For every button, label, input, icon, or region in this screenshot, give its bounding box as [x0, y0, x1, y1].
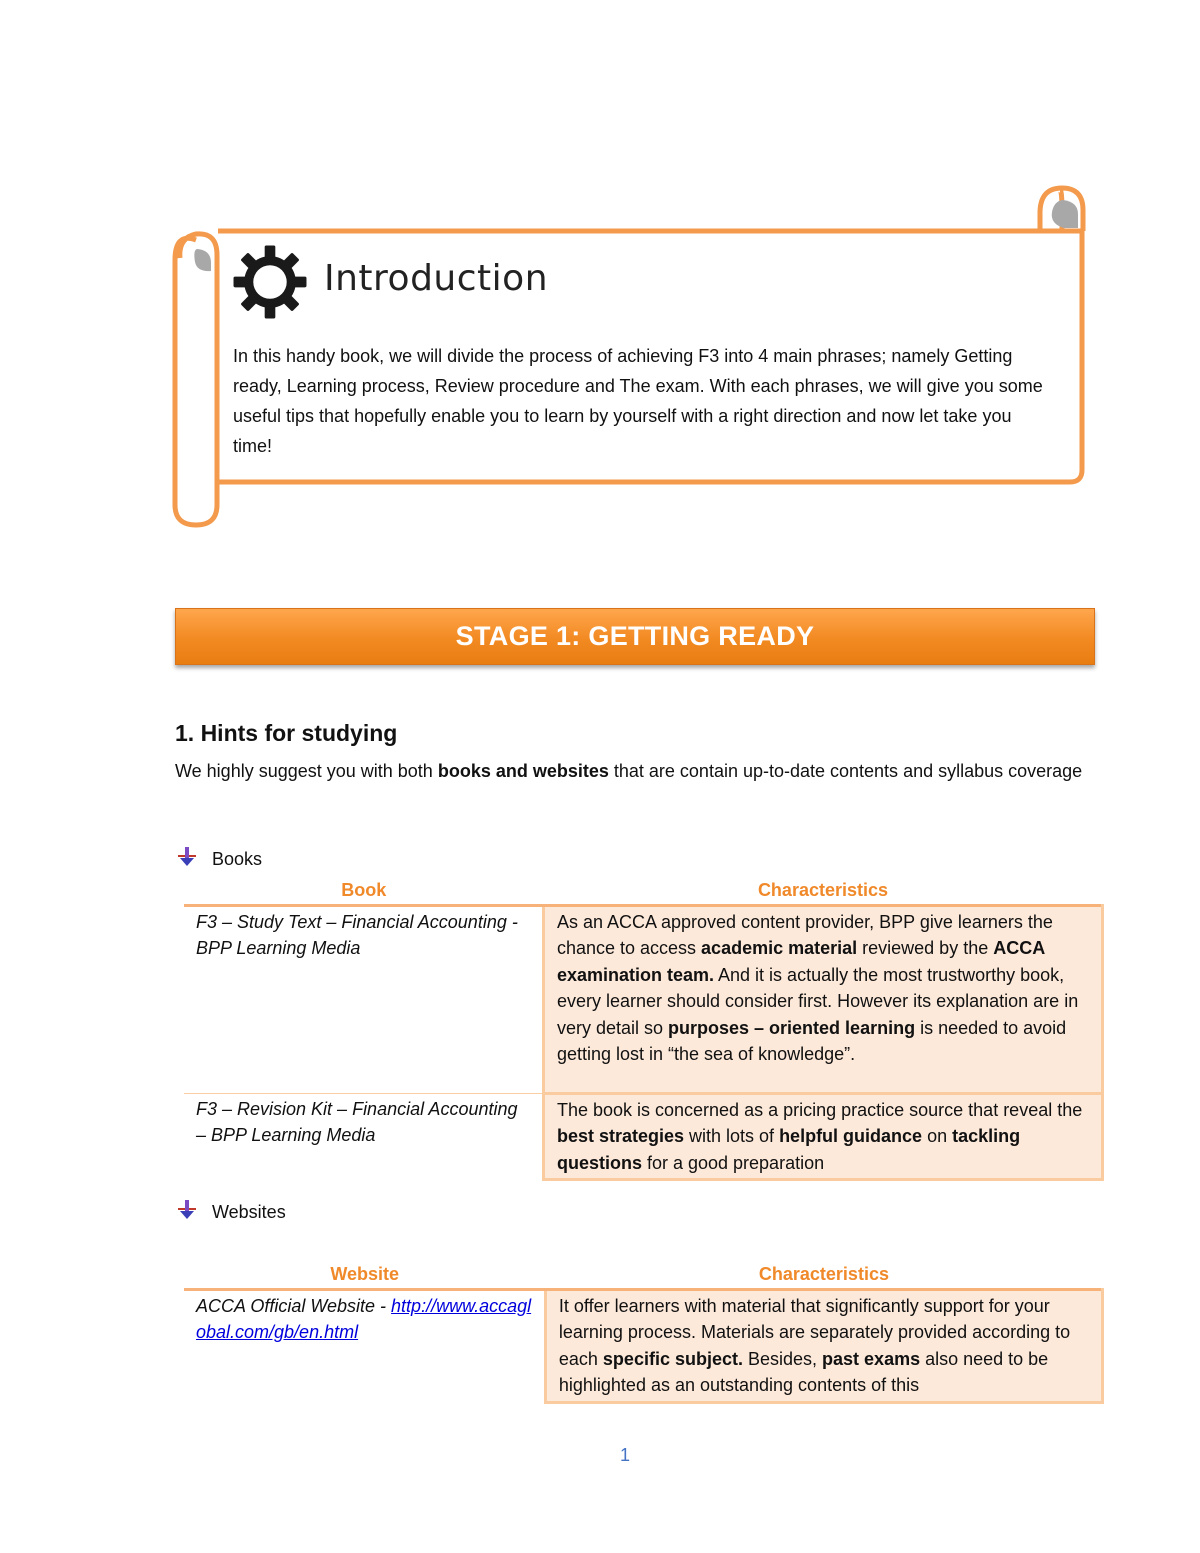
websites-col-website: Website [330, 1264, 400, 1284]
table-row [184, 905, 1103, 1093]
page-number: 1 [620, 1445, 631, 1465]
intro-scroll-banner [0, 0, 1200, 560]
para-bold: books and websites [437, 761, 609, 781]
website-label: ACCA Official Website - [196, 1295, 392, 1316]
stage-banner: STAGE 1: GETTING READY [175, 608, 1095, 665]
book-title: F3 – Revision Kit – Financial Accounting – BPP Learning Media [184, 1093, 543, 1180]
intro-title: Introduction [324, 258, 549, 299]
books-table [184, 877, 1104, 1181]
websites-bullet-label: Websites [212, 1202, 286, 1222]
books-bullet [212, 849, 262, 870]
websites-bullet [212, 1202, 286, 1223]
para-text: that are contain up-to-date contents and syllabus coverage [608, 761, 1083, 781]
books-col-book: Book [341, 880, 387, 900]
book-characteristics: The book is concerned as a pricing practice source that reveal the best strategies with lots of helpful guidance on tackling questions for a good preparation [543, 1093, 1102, 1180]
book-title: F3 – Study Text – Financial Accounting - BPP Learning Media [184, 905, 543, 1093]
hints-paragraph [175, 756, 1095, 786]
gear-icon [232, 244, 308, 320]
book-characteristics: As an ACCA approved content provider, BPP give learners the chance to access academic material reviewed by the ACCA examination team. And it is actually the most trustworthy book, every learner should consider first. However its explanation are in very detail so purposes – oriented learning is needed to avoid getting lost in “the sea of knowledge”. [543, 905, 1102, 1093]
books-bullet-label: Books [212, 849, 263, 869]
intro-text: In this handy book, we will divide the process of achieving F3 into 4 main phrases; namely Getting ready, Learning process, Review procedure and The exam. With each phrases, we will give you some useful tips that hopefully enable you to learn by yourself with a right direction and now let take you time! [233, 346, 1043, 456]
websites-table [184, 1261, 1104, 1404]
table-row [184, 1289, 1103, 1402]
websites-col-characteristics: Characteristics [758, 1264, 889, 1284]
arrow-down-bullet-icon [176, 1199, 198, 1221]
table-row [184, 1093, 1103, 1180]
para-text: We highly suggest you with both [175, 761, 438, 781]
acca-website-link[interactable]: http://www.accaglobal.com/gb/en.html [196, 1295, 532, 1342]
books-col-characteristics: Characteristics [757, 880, 889, 900]
website-characteristics: It offer learners with material that significantly support for your learning process. Materials are separately provided according to each specific subject. Besides, past exams also need to be highlighted as an outstanding contents of this [545, 1289, 1102, 1402]
section-heading: 1. Hints for studying [175, 720, 398, 746]
arrow-down-bullet-icon [176, 846, 198, 868]
website-name [184, 1289, 545, 1402]
